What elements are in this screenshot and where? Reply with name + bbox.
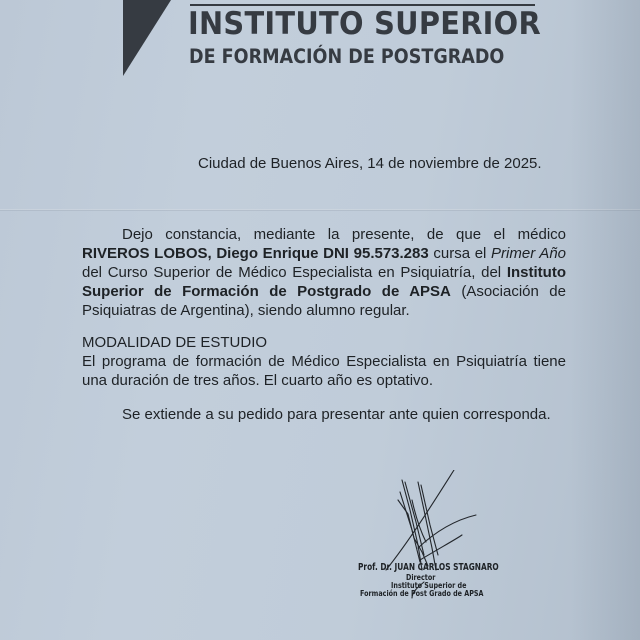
date-line: Ciudad de Buenos Aires, 14 de noviembre de 2025.	[198, 155, 542, 172]
paper-fold-line	[0, 209, 640, 211]
letterhead-subtitle: DE FORMACIÓN DE POSTGRADO	[189, 45, 505, 68]
photo-shadow	[570, 0, 640, 640]
course-text: del Curso Superior de Médico Especialista en Psiquiatría, del	[82, 264, 507, 281]
signature-block	[350, 470, 510, 600]
letterhead-title: INSTITUTO SUPERIOR	[188, 6, 541, 42]
closing-paragraph	[82, 405, 566, 424]
certification-paragraph	[82, 225, 566, 320]
cursa-text: cursa el	[428, 245, 492, 262]
logo-triangle-icon	[123, 0, 171, 76]
signatory-institution-line1: Instituto Superior de	[391, 581, 467, 590]
year-text: Primer Año	[491, 245, 567, 262]
section-heading: MODALIDAD DE ESTUDIO	[82, 334, 268, 351]
closing-paragraph-text: Se extiende a su pedido para presentar ante quien corresponda.	[122, 406, 551, 423]
intro-text: Dejo constancia, mediante la presente, de que el médico	[122, 226, 566, 243]
closing-text: (Asociación de Psiquiatras de Argentina), siendo alumno regular.	[82, 283, 566, 319]
student-name: RIVEROS LOBOS, Diego Enrique DNI 95.573.283	[82, 245, 429, 262]
modality-paragraph: El programa de formación de Médico Especialista en Psiquiatría tiene una duración de tres años. El cuarto año es optativo.	[82, 353, 566, 389]
signatory-institution-line2: Formación de Post Grado de APSA	[360, 589, 484, 598]
institution-name: Instituto Superior de Formación de Postgrado de APSA	[82, 264, 566, 300]
signatory-role: Director	[406, 573, 436, 582]
signatory-name: Prof. Dr. JUAN CARLOS STAGNARO	[358, 562, 499, 573]
